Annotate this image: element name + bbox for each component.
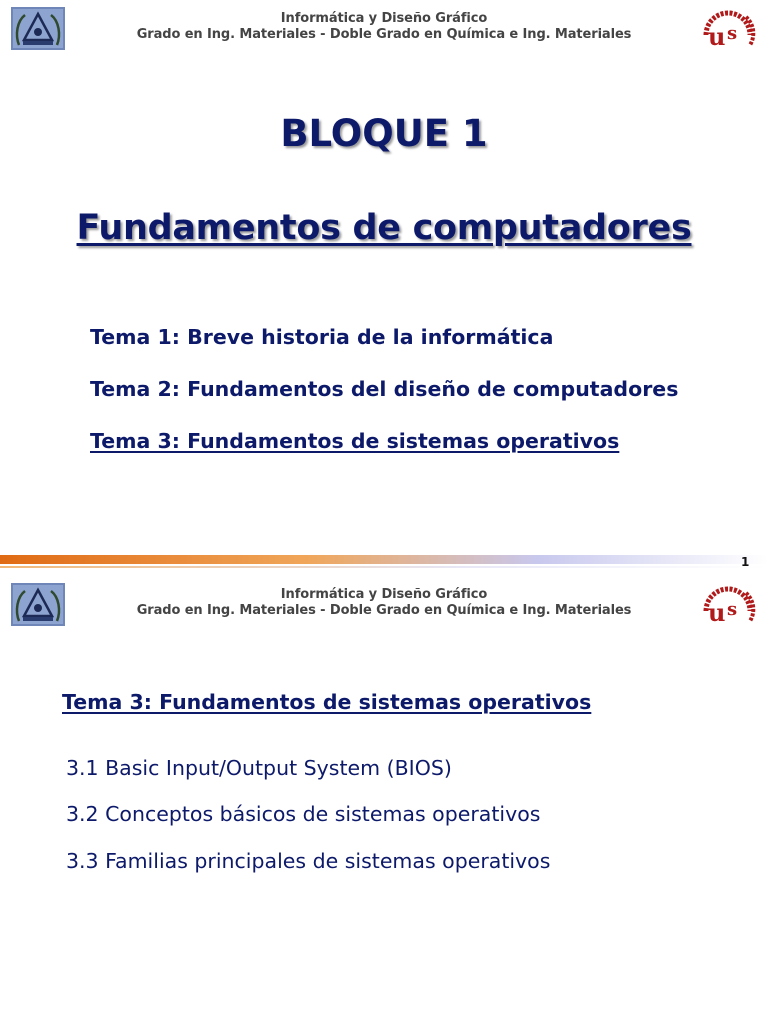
header-degree-title: Grado en Ing. Materiales - Doble Grado en Química e Ing. Materiales: [136, 603, 632, 618]
header-course-title: Informática y Diseño Gráfico: [280, 11, 488, 26]
slide-2: [0, 576, 768, 1024]
block-subtitle: Fundamentos de computadores: [76, 208, 692, 248]
svg-text:s: s: [727, 23, 738, 44]
slide-header: [0, 576, 768, 636]
header-degree-title: Grado en Ing. Materiales - Doble Grado en Química e Ing. Materiales: [136, 27, 632, 42]
header-course-title: Informática y Diseño Gráfico: [280, 587, 488, 602]
footer-gradient-bar: [0, 555, 768, 564]
list-item: 3.1 Basic Input/Output System (BIOS): [66, 756, 452, 780]
svg-text:s: s: [727, 599, 738, 620]
universidad-de-sevilla-seal-icon: [700, 5, 756, 51]
slide-header: [0, 0, 768, 60]
tema-3-link[interactable]: Tema 3: Fundamentos de sistemas operativos: [90, 429, 620, 453]
svg-text:u: u: [708, 22, 726, 51]
svg-text:u: u: [708, 598, 726, 627]
list-item: 3.3 Familias principales de sistemas operativos: [66, 849, 551, 873]
tema-1: Tema 1: Breve historia de la informática: [90, 325, 554, 349]
footer-divider: [0, 566, 768, 568]
list-item: 3.2 Conceptos básicos de sistemas operativos: [66, 802, 541, 826]
page-number: 1: [741, 555, 750, 569]
tema-2: Tema 2: Fundamentos del diseño de computadores: [90, 377, 679, 401]
section-title: Tema 3: Fundamentos de sistemas operativos: [62, 690, 592, 714]
universidad-de-sevilla-seal-icon: [700, 581, 756, 627]
block-title: BLOQUE 1: [280, 112, 488, 155]
